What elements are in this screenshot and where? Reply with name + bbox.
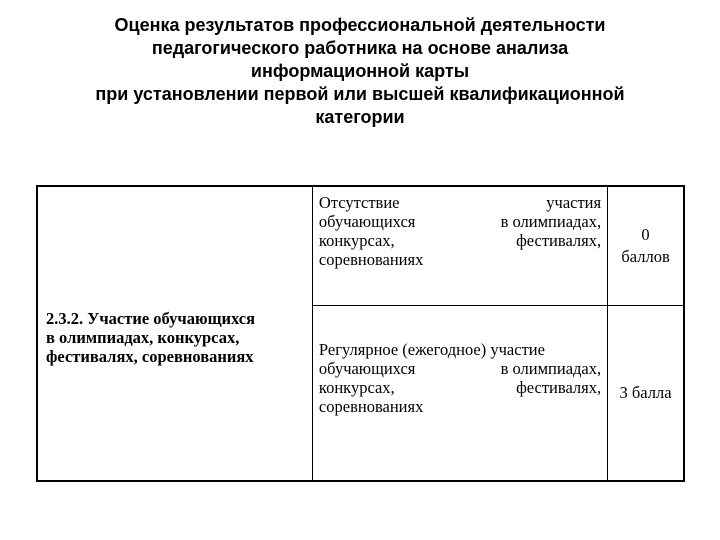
criterion-line: в олимпиадах, конкурсах, xyxy=(46,328,240,347)
criterion-line: фестивалях, соревнованиях xyxy=(46,347,254,366)
description-word: фестивалях, xyxy=(516,231,602,250)
description-word: в олимпиадах, xyxy=(500,212,602,231)
description-word: Отсутствие xyxy=(318,193,400,212)
score-line: 3 балла xyxy=(619,383,672,402)
title-line: педагогического работника на основе анализа xyxy=(151,38,569,58)
criterion-line: 2.3.2. Участие обучающихся xyxy=(46,309,256,328)
page-title xyxy=(20,14,700,129)
score-line: 0 xyxy=(641,225,650,244)
title-line: Оценка результатов профессиональной деятельности xyxy=(114,15,606,35)
title-line: категории xyxy=(315,107,405,127)
description-word: участия xyxy=(546,193,602,212)
description-word: конкурсах, xyxy=(318,231,395,250)
description-word: соревнованиях xyxy=(318,397,424,416)
description-word: конкурсах, xyxy=(318,378,395,397)
title-line: информационной карты xyxy=(250,61,470,81)
score-line: баллов xyxy=(621,247,670,266)
score-cell xyxy=(608,186,684,306)
title-line: при установлении первой или высшей квалификационной xyxy=(95,84,625,104)
description-word: обучающихся xyxy=(318,212,416,231)
score-value xyxy=(608,382,683,404)
description-text xyxy=(319,340,601,416)
description-word: фестивалях, xyxy=(516,378,602,397)
description-word: в олимпиадах, xyxy=(500,359,602,378)
description-word: Регулярное (ежегодное) участие xyxy=(318,340,545,359)
description-cell xyxy=(312,306,607,482)
criterion-text xyxy=(46,301,308,366)
description-word: обучающихся xyxy=(318,359,416,378)
description-cell xyxy=(312,186,607,306)
description-word: соревнованиях xyxy=(318,250,424,269)
score-cell xyxy=(608,306,684,482)
table-row xyxy=(37,186,684,306)
score-value xyxy=(608,224,683,268)
description-text xyxy=(319,193,601,269)
criteria-table xyxy=(36,185,685,482)
criterion-cell xyxy=(37,186,312,481)
